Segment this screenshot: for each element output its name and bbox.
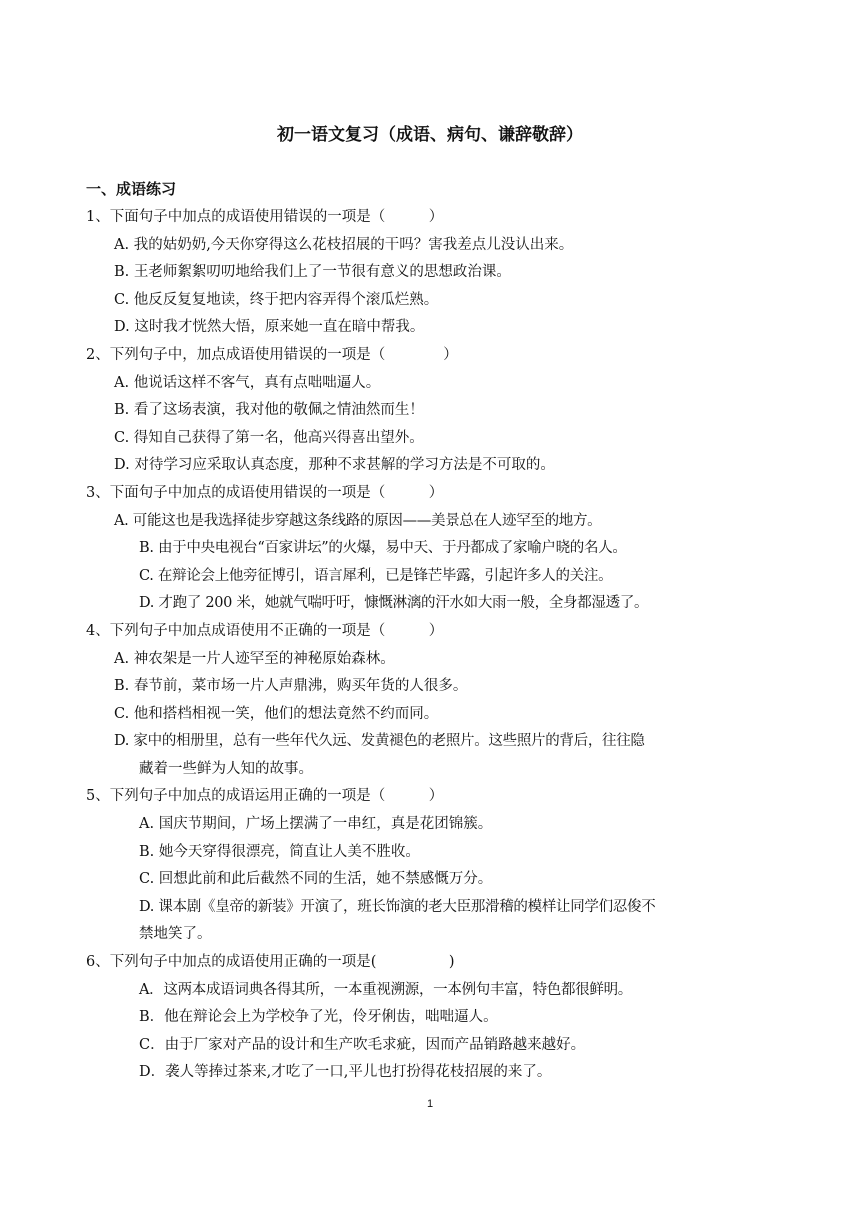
question-2-option-a: A. 他说话这样不客气，真有点咄咄逼人。 xyxy=(114,374,381,391)
question-2-stem: 2、下列句子中，加点成语使用错误的一项是（ ） xyxy=(86,346,458,363)
question-list xyxy=(0,204,860,1087)
question-6-option-c: C．由于厂家对产品的设计和生产吹毛求疵，因而产品销路越来越好。 xyxy=(139,1036,586,1053)
question-2-option-b: B. 看了这场表演，我对他的敬佩之情油然而生！ xyxy=(114,402,424,419)
question-4-option-b: B. 春节前，菜市场一片人声鼎沸，购买年货的人很多。 xyxy=(114,678,468,695)
question-6-option-a: A．这两本成语词典各得其所，一本重视溯源，一本例句丰富，特色都很鲜明。 xyxy=(139,981,632,998)
page-number: 1 xyxy=(426,1098,434,1110)
question-4-stem: 4、下列句子中加点成语使用不正确的一项是（ ） xyxy=(86,622,444,639)
question-6-option-b: B．他在辩论会上为学校争了光，伶牙俐齿，咄咄逼人。 xyxy=(139,1009,498,1026)
section-heading: 一、成语练习 xyxy=(86,180,177,198)
question-1-option-d: D. 这时我才恍然大悟，原来她一直在暗中帮我。 xyxy=(114,319,425,336)
question-3-stem: 3、下面句子中加点的成语使用错误的一项是（ ） xyxy=(86,484,444,501)
question-6-option-d: D．袭人等捧过茶来,才吃了一口,平儿也打扮得花枝招展的来了。 xyxy=(139,1064,552,1081)
question-4-option-a: A. 神农架是一片人迹罕至的神秘原始森林。 xyxy=(114,650,395,667)
question-4-option-d-continued: 藏着一些鲜为人知的故事。 xyxy=(139,760,313,777)
question-3-option-a: A. 可能这也是我选择徒步穿越这条线路的原因——美景总在人迹罕至的地方。 xyxy=(114,512,602,529)
question-3-option-d: D. 才跑了 200 米，她就气喘吁吁，慷慨淋漓的汗水如大雨一般，全身都湿透了。 xyxy=(139,595,649,612)
question-1-option-a: A. 我的姑奶奶,今天你穿得这么花枝招展的干吗？害我差点儿没认出来。 xyxy=(114,236,574,253)
question-1-option-b: B. 王老师絮絮叨叨地给我们上了一节很有意义的思想政治课。 xyxy=(114,264,511,281)
question-2-option-d: D. 对待学习应采取认真态度，那种不求甚解的学习方法是不可取的。 xyxy=(114,457,555,474)
question-4-option-c: C. 他和搭档相视一笑，他们的想法竟然不约而同。 xyxy=(114,705,439,722)
question-5-option-d: D. 课本剧《皇帝的新装》开演了，班长饰演的老大臣那滑稽的模样让同学们忍俊不 xyxy=(139,898,656,915)
question-5-option-a: A. 国庆节期间，广场上摆满了一串红，真是花团锦簇。 xyxy=(139,816,493,833)
question-3-option-c: C. 在辩论会上他旁征博引，语言犀利，已是锋芒毕露，引起许多人的关注。 xyxy=(139,567,613,584)
document-title: 初一语文复习（成语、病句、谦辞敬辞） xyxy=(277,125,583,145)
question-1-option-c: C. 他反反复复地读，终于把内容弄得个滚瓜烂熟。 xyxy=(114,291,439,308)
question-5-option-d-continued: 禁地笑了。 xyxy=(139,926,212,943)
question-2-option-c: C. 得知自己获得了第一名，他高兴得喜出望外。 xyxy=(114,429,424,446)
question-5-stem: 5、下列句子中加点的成语运用正确的一项是（ ） xyxy=(86,788,444,805)
question-6-stem: 6、下列句子中加点的成语使用正确的一项是( ) xyxy=(86,954,455,971)
question-5-option-b: B. 她今天穿得很漂亮，简直让人美不胜收。 xyxy=(139,843,420,860)
question-5-option-c: C. 回想此前和此后截然不同的生活，她不禁感慨万分。 xyxy=(139,871,493,888)
question-3-option-b: B. 由于中央电视台“百家讲坛”的火爆，易中天、于丹都成了家喻户晓的名人。 xyxy=(139,540,627,557)
question-4-option-d: D. 家中的相册里，总有一些年代久远、发黄褪色的老照片。这些照片的背后，往往隐 xyxy=(114,733,645,750)
question-1-stem: 1、下面句子中加点的成语使用错误的一项是（ ） xyxy=(86,209,444,225)
